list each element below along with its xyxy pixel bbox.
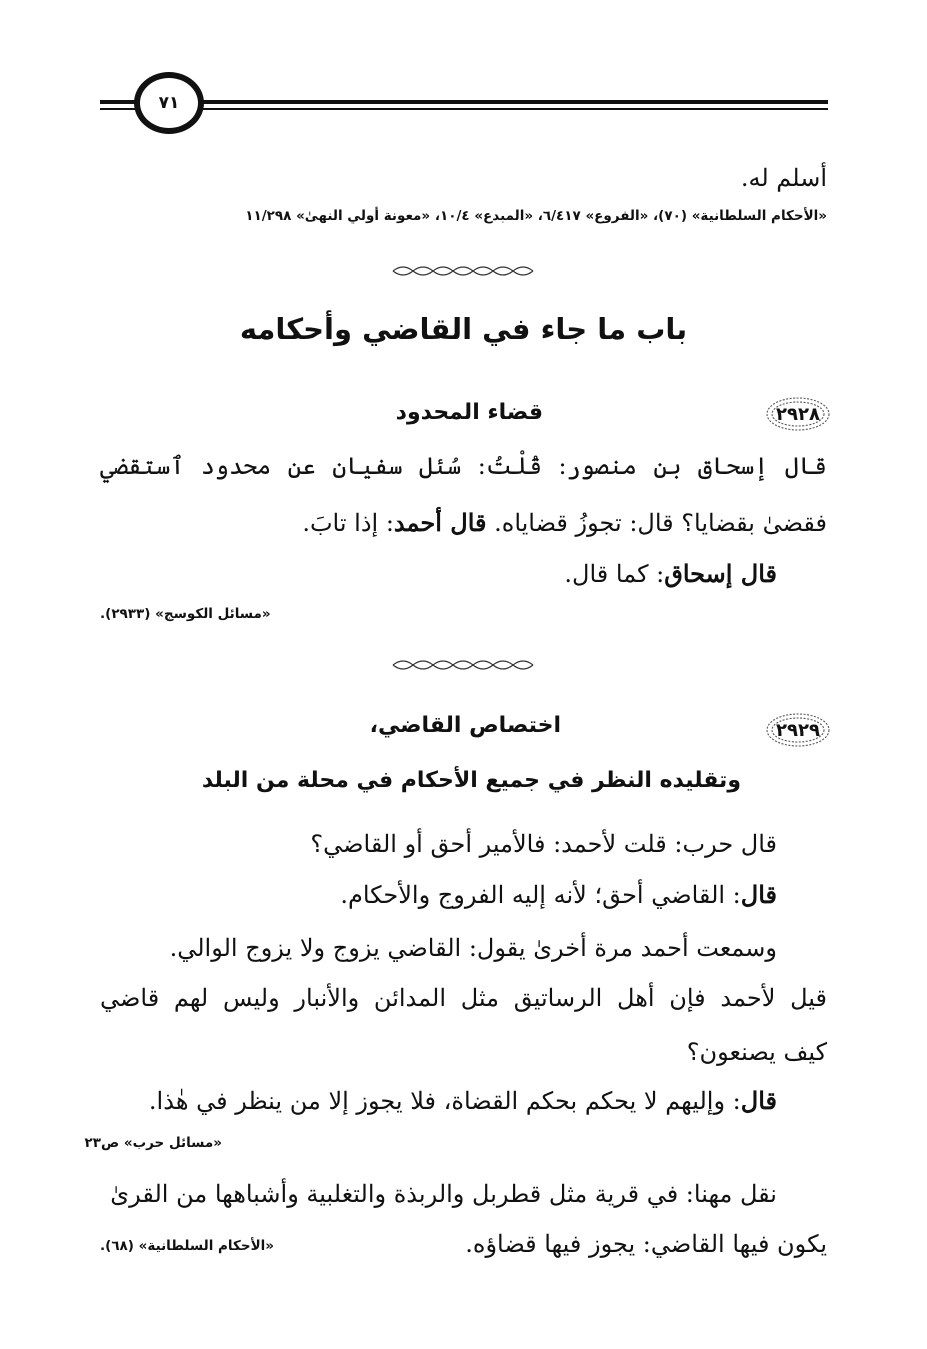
entry-source: «مسائل الكوسج» (٢٩٣٣).	[100, 606, 271, 622]
entry-text-line: كيف يصنعون؟	[686, 1038, 827, 1066]
speaker-label: قال إسحاق	[664, 559, 777, 588]
entry-text-line: وسمعت أحمد مرة أخرىٰ يقول: القاضي يزوج ولا يزوج الوالي.	[169, 934, 777, 962]
entry-source: «الأحكام السلطانية» (٦٨).	[100, 1238, 274, 1254]
speaker-label: قال أحمد	[393, 508, 487, 537]
entry-number: ٢٩٢٩	[776, 719, 820, 741]
entry-text-line: قال إسحاق بن منصور: قُلْتُ: سُئل سفيان عن محدود ٱستقضي	[100, 452, 827, 480]
entry-text-line: قيل لأحمد فإن أهل الرساتيق مثل المدائن والأنبار وليس لهم قاضي	[100, 984, 827, 1012]
entry-text: فقضىٰ بقضايا؟ قال: تجوزُ قضاياه.	[486, 509, 827, 537]
entry-text-line: نقل مهنا: في قرية مثل قطربل والربذة والتغلبية وأشباهها من القرىٰ	[110, 1180, 777, 1208]
entry-title: قضاء المحدود	[395, 400, 543, 425]
entry-text: : كما قال.	[564, 560, 665, 588]
entry-text-line	[564, 559, 777, 588]
chapter-title: باب ما جاء في القاضي وأحكامه	[239, 312, 688, 346]
entry-subtitle: وتقليده النظر في جميع الأحكام في محلة من البلد	[201, 768, 741, 793]
ornament-divider-icon	[383, 658, 543, 672]
entry-text-line: يكون فيها القاضي: يجوز فيها قضاؤه.	[465, 1230, 827, 1258]
header-rule-top	[100, 100, 828, 104]
intro-source: «الأحكام السلطانية» (٧٠)، «الفروع» ٦/٤١٧، «المبدع» ١٠/٤، «معونة أولي النهىٰ» ١١/٢٩٨	[245, 208, 827, 224]
entry-number: ٢٩٢٨	[776, 403, 820, 425]
intro-text: أسلم له.	[740, 164, 827, 192]
ornament-divider-icon	[383, 264, 543, 278]
entry-text-line	[149, 1086, 777, 1115]
entry-text-line	[302, 508, 827, 537]
page-number-ring	[134, 72, 204, 134]
header-rule-bottom	[100, 108, 828, 110]
entry-number-badge	[765, 396, 831, 432]
entry-number-badge	[765, 712, 831, 748]
entry-text-line: قال حرب: قلت لأحمد: فالأمير أحق أو القاضي؟	[310, 830, 777, 858]
entry-text: : إذا تابَ.	[302, 509, 394, 537]
entry-title: اختصاص القاضي،	[369, 713, 561, 738]
speaker-label: قال	[740, 880, 777, 909]
entry-text: : وإليهم لا يحكم بحكم القضاة، فلا يجوز إلا من ينظر في هٰذا.	[148, 1087, 741, 1115]
entry-source: «مسائل حرب» ص٢٣	[84, 1135, 222, 1151]
entry-text: : القاضي أحق؛ لأنه إليه الفروج والأحكام.	[340, 881, 741, 909]
entry-text-line	[340, 880, 777, 909]
speaker-label: قال	[740, 1086, 777, 1115]
page-number: ٧١	[158, 93, 180, 113]
